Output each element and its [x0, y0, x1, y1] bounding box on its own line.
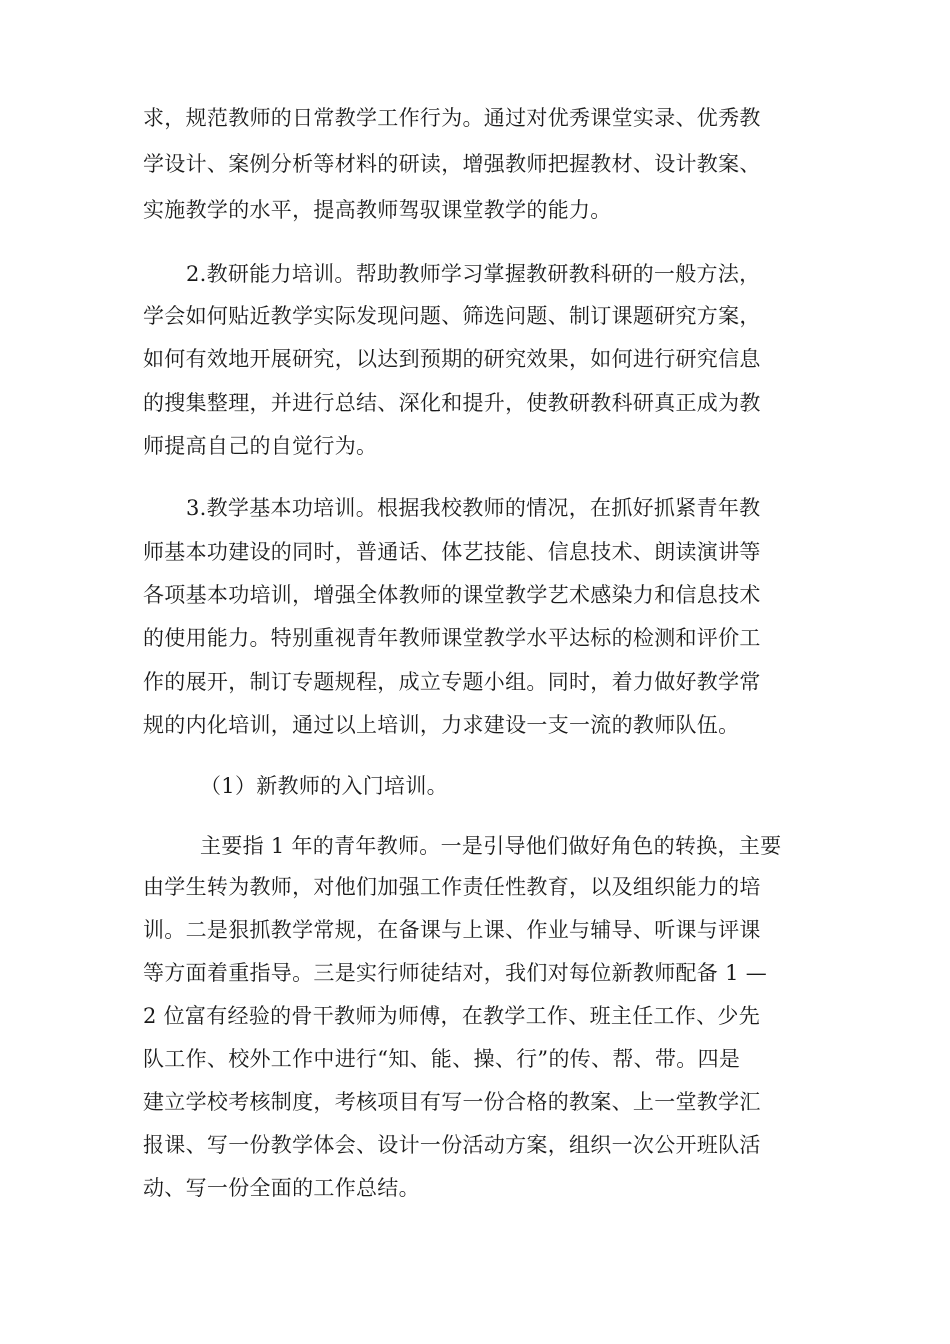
paragraph-3-line-3: 各项基本功培训，增强全体教师的课堂教学艺术感染力和信息技术 [143, 583, 761, 607]
paragraph-4-line-9: 动、写一份全面的工作总结。 [143, 1176, 420, 1200]
paragraph-2-line-5: 师提高自己的自觉行为。 [143, 434, 378, 458]
paragraph-4-line-7: 建立学校考核制度，考核项目有写一份合格的教案、上一堂教学汇 [143, 1090, 761, 1114]
paragraph-1-line-1: 求，规范教师的日常教学工作行为。通过对优秀课堂实录、优秀教 [143, 106, 761, 130]
paragraph-3-line-4: 的使用能力。特别重视青年教师课堂教学水平达标的检测和评价工 [143, 626, 761, 650]
paragraph-1-line-3: 实施教学的水平，提高教师驾驭课堂教学的能力。 [143, 198, 612, 222]
paragraph-4-line-1: 主要指 1 年的青年教师。一是引导他们做好角色的转换，主要 [200, 834, 782, 858]
paragraph-2-line-2: 学会如何贴近教学实际发现问题、筛选问题、制订课题研究方案， [143, 304, 761, 328]
section-heading: （1）新教师的入门培训。 [200, 774, 448, 798]
paragraph-4-line-2: 由学生转为教师，对他们加强工作责任性教育，以及组织能力的培 [143, 875, 761, 899]
paragraph-3-line-6: 规的内化培训，通过以上培训，力求建设一支一流的教师队伍。 [143, 713, 740, 737]
paragraph-4-line-4: 等方面着重指导。三是实行师徒结对，我们对每位新教师配备 1 — [143, 961, 768, 985]
paragraph-3-line-5: 作的展开，制订专题规程，成立专题小组。同时，着力做好教学常 [143, 670, 761, 694]
paragraph-3-line-2: 师基本功建设的同时，普通话、体艺技能、信息技术、朗读演讲等 [143, 540, 761, 564]
paragraph-2-line-3: 如何有效地开展研究，以达到预期的研究效果，如何进行研究信息 [143, 347, 761, 371]
paragraph-4-line-6: 队工作、校外工作中进行“知、能、操、行”的传、帮、带。四是 [143, 1047, 741, 1071]
paragraph-3-line-1: 3.教学基本功培训。根据我校教师的情况，在抓好抓紧青年教 [186, 496, 761, 520]
paragraph-4-line-5: 2 位富有经验的骨干教师为师傅，在教学工作、班主任工作、少先 [143, 1004, 761, 1028]
paragraph-2-line-1: 2.教研能力培训。帮助教师学习掌握教研教科研的一般方法， [186, 262, 761, 286]
paragraph-1-line-2: 学设计、案例分析等材料的研读，增强教师把握教材、设计教案、 [143, 152, 761, 176]
paragraph-4-line-3: 训。二是狠抓教学常规，在备课与上课、作业与辅导、听课与评课 [143, 918, 761, 942]
paragraph-2-line-4: 的搜集整理，并进行总结、深化和提升，使教研教科研真正成为教 [143, 391, 761, 415]
paragraph-4-line-8: 报课、写一份教学体会、设计一份活动方案，组织一次公开班队活 [143, 1133, 761, 1157]
